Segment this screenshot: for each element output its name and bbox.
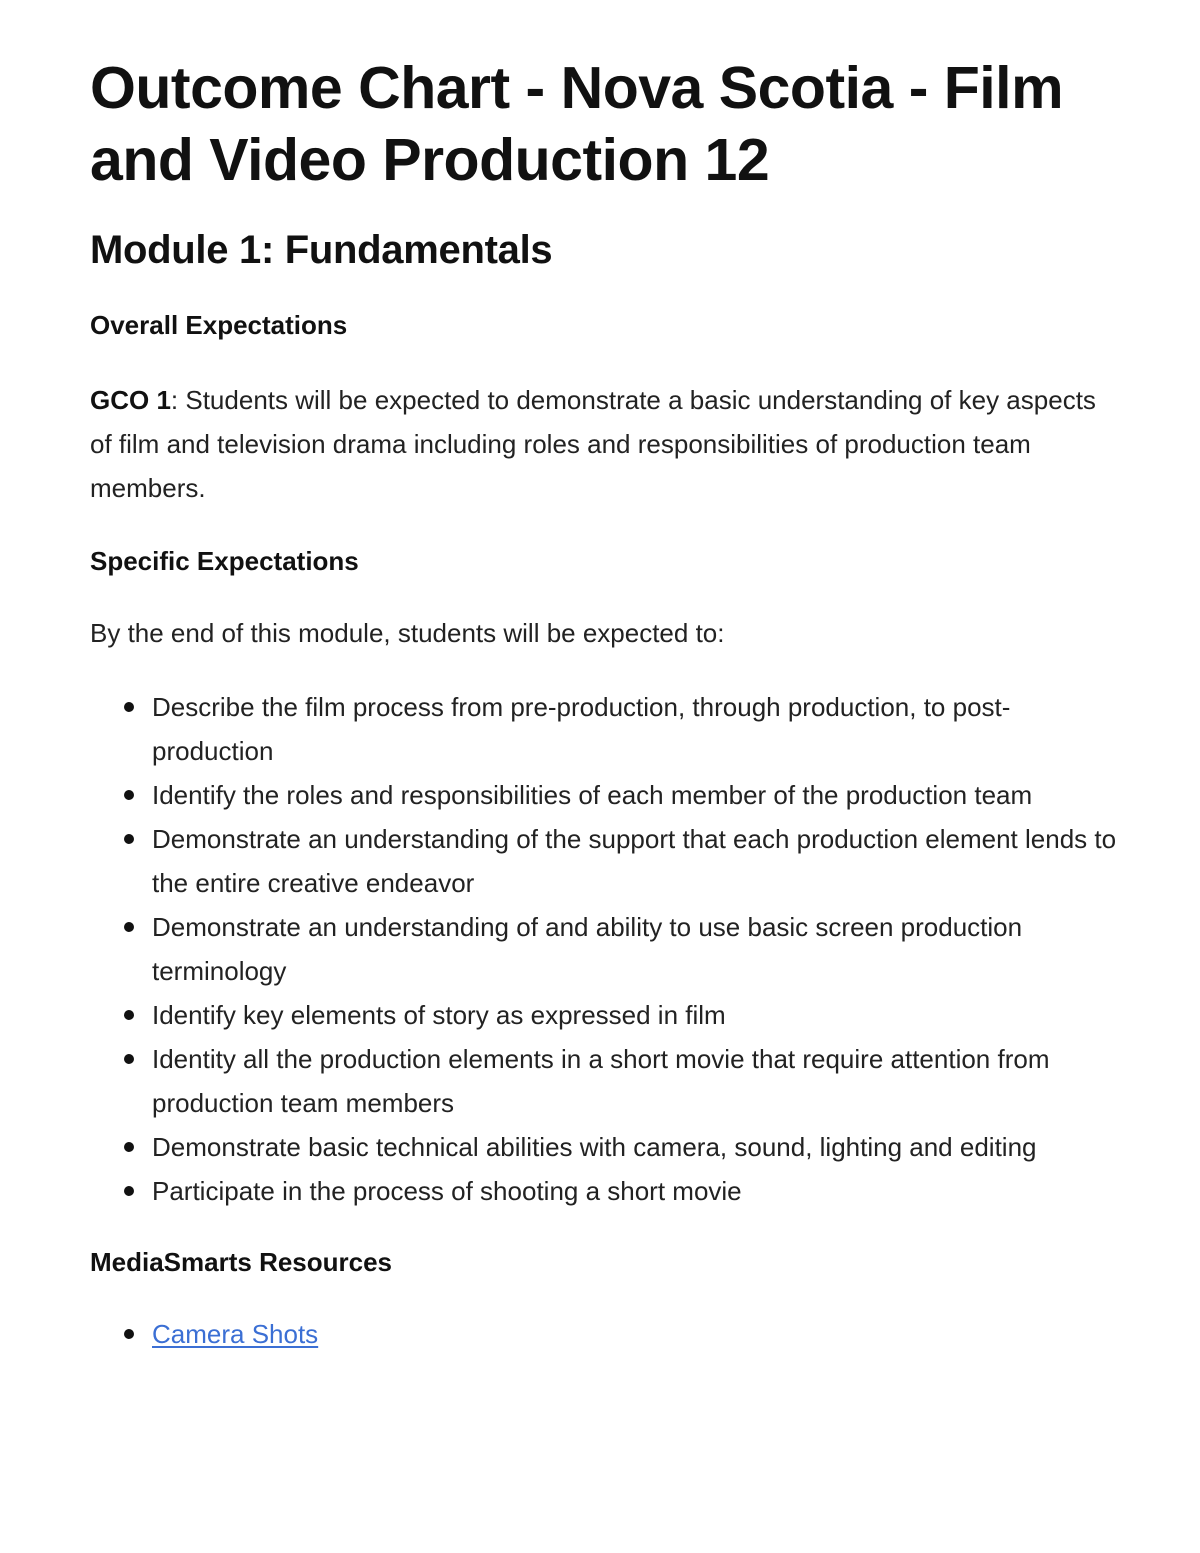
specific-expectations-list — [90, 685, 1120, 1213]
gco-text: : Students will be expected to demonstrate a basic understanding of key aspects of film and television drama including roles and responsibilities of production team members. — [90, 385, 1096, 503]
gco-paragraph — [90, 378, 1120, 510]
camera-shots-link[interactable]: Camera Shots — [152, 1319, 319, 1349]
list-item: Participate in the process of shooting a short movie — [152, 1169, 1120, 1213]
list-item: Identify key elements of story as expressed in film — [152, 993, 1120, 1037]
resource-list-item — [152, 1312, 1120, 1356]
specific-expectations-heading: Specific Expectations — [90, 546, 359, 576]
overall-expectations-heading: Overall Expectations — [90, 310, 348, 340]
specific-intro: By the end of this module, students will be expected to: — [90, 618, 725, 648]
document-page — [90, 52, 1120, 1356]
list-item: Demonstrate basic technical abilities with camera, sound, lighting and editing — [152, 1125, 1120, 1169]
list-item: Demonstrate an understanding of and ability to use basic screen production terminology — [152, 905, 1120, 993]
list-item: Describe the film process from pre-production, through production, to post-production — [152, 685, 1120, 773]
resources-list — [90, 1312, 1120, 1356]
list-item: Demonstrate an understanding of the support that each production element lends to the entire creative endeavor — [152, 817, 1120, 905]
list-item: Identify the roles and responsibilities of each member of the production team — [152, 773, 1120, 817]
page-title: Outcome Chart - Nova Scotia - Film and Video Production 12 — [90, 55, 1064, 193]
list-item: Identity all the production elements in a short movie that require attention from production team members — [152, 1037, 1120, 1125]
mediasmarts-resources-heading: MediaSmarts Resources — [90, 1247, 393, 1277]
module-heading: Module 1: Fundamentals — [90, 228, 553, 272]
gco-label: GCO 1 — [90, 385, 171, 415]
